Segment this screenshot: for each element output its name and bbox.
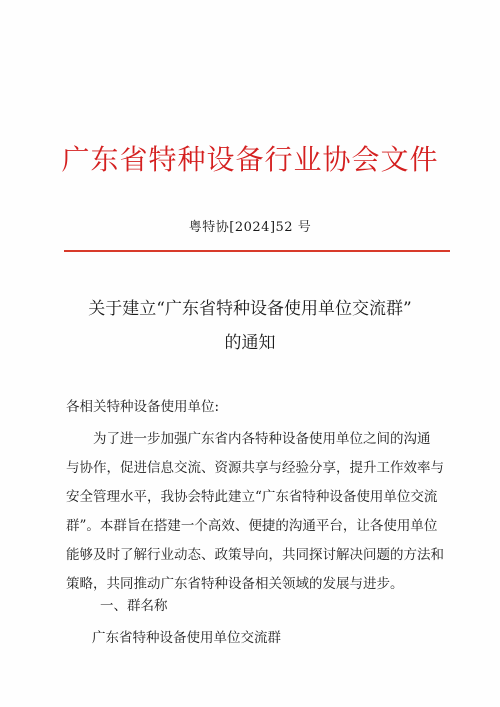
- paragraph-line: 为了进一步加强广东省内各特种设备使用单位之间的沟通: [93, 431, 431, 447]
- document-number: 粤特协[2024]52 号: [188, 220, 312, 235]
- paragraph-line: 与协作，促进信息交流、资源共享与经验分享，提升工作效率与: [66, 460, 444, 476]
- paragraph-line: 安全管理水平，我协会特此建立“广东省特种设备使用单位交流: [66, 489, 438, 505]
- notice-title-line-1: 关于建立“广东省特种设备使用单位交流群”: [88, 299, 412, 319]
- red-divider-rule: [64, 250, 450, 252]
- notice-title: [0, 292, 500, 360]
- notice-title-line-2: 的通知: [224, 333, 276, 353]
- paragraph-line: 策略，共同推动广东省特种设备相关领域的发展与进步。: [66, 576, 404, 592]
- paragraph-line: 能够及时了解行业动态、政策导向，共同探讨解决问题的方法和: [66, 547, 444, 563]
- paragraph-line: 群”。本群旨在搭建一个高效、便捷的沟通平台，让各使用单位: [66, 518, 438, 534]
- section-content: 广东省特种设备使用单位交流群: [92, 630, 281, 646]
- organization-title: 广东省特种设备行业协会文件: [61, 143, 439, 176]
- salutation: 各相关特种设备使用单位:: [66, 399, 220, 415]
- body-paragraph: [66, 425, 450, 599]
- section-heading: 一、群名称: [100, 598, 168, 614]
